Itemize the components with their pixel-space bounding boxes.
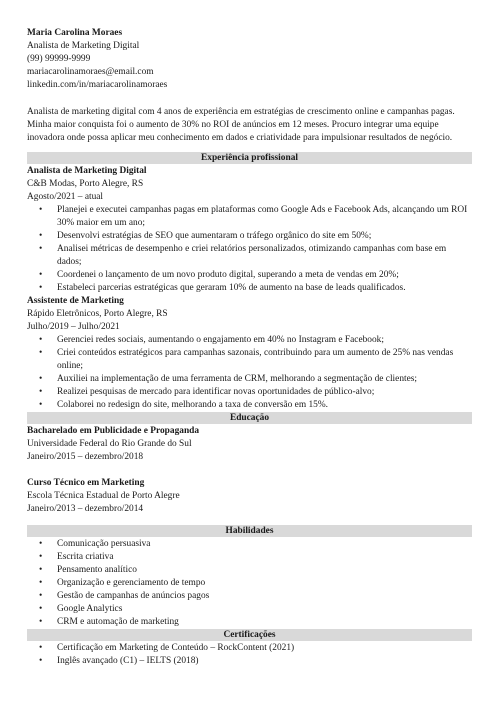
- skills-list: [27, 538, 472, 629]
- education-period: Janeiro/2015 – dezembro/2018: [27, 452, 144, 462]
- education-period: Janeiro/2013 – dezembro/2014: [27, 504, 144, 514]
- list-item: • Gestão de campanhas de anúncios pagos: [27, 590, 472, 603]
- job-role: Analista de Marketing Digital: [27, 166, 147, 176]
- education-course: Bacharelado em Publicidade e Propaganda: [27, 426, 200, 436]
- job-achievements: [27, 334, 472, 412]
- job-role: Assistente de Marketing: [27, 296, 124, 306]
- list-item: • Planejei e executei campanhas pagas em plataformas como Google Ads e Facebook Ads, alcançando um ROI 30% maior em um ano;: [27, 204, 472, 230]
- section-heading-experience: Experiência profissional: [27, 152, 472, 164]
- certifications-list: [27, 642, 472, 668]
- candidate-name: Maria Carolina Moraes: [27, 28, 123, 38]
- section-heading-education: Educação: [27, 412, 472, 424]
- job-company: Rápido Eletrônicos, Porto Alegre, RS: [27, 309, 168, 319]
- candidate-title: Analista de Marketing Digital: [27, 41, 140, 51]
- education-course: Curso Técnico em Marketing: [27, 478, 145, 488]
- list-item: • Colaborei no redesign do site, melhorando a taxa de conversão em 15%.: [27, 399, 472, 412]
- education-entry: [27, 477, 472, 516]
- job-period: Agosto/2021 – atual: [27, 192, 104, 202]
- job-entry: [27, 295, 472, 412]
- job-entry: [27, 165, 472, 295]
- list-item: • Certificação em Marketing de Conteúdo – RockContent (2021): [27, 642, 472, 655]
- list-item: • Auxiliei na implementação de uma ferramenta de CRM, melhorando a segmentação de clientes;: [27, 373, 472, 386]
- education-school: Universidade Federal do Rio Grande do Sul: [27, 439, 192, 449]
- list-item: • Gerenciei redes sociais, aumentando o engajamento em 40% no Instagram e Facebook;: [27, 334, 472, 347]
- list-item: • Coordenei o lançamento de um novo produto digital, superando a meta de vendas em 20%;: [27, 269, 472, 282]
- list-item: • Inglês avançado (C1) – IELTS (2018): [27, 655, 472, 668]
- job-period: Julho/2019 – Julho/2021: [27, 322, 120, 332]
- education-entry: [27, 425, 472, 464]
- email-address: mariacarolinamoraes@email.com: [27, 67, 154, 77]
- list-item: • Comunicação persuasiva: [27, 538, 472, 551]
- professional-summary: Analista de marketing digital com 4 anos de experiência em estratégias de crescimento online e campanhas pagas. Minha maior conquista foi o aumento de 30% no ROI de anúncios em 12 meses. Procuro integrar uma equipe inovadora onde possa aplicar meu conhecimento em dados e criatividade para impulsionar resultados de negócio.: [27, 107, 455, 143]
- list-item: • Analisei métricas de desempenho e criei relatórios personalizados, otimizando campanhas com base em dados;: [27, 243, 472, 269]
- list-item: • Desenvolvi estratégias de SEO que aumentaram o tráfego orgânico do site em 50%;: [27, 230, 472, 243]
- list-item: • CRM e automação de marketing: [27, 616, 472, 629]
- list-item: • Estabeleci parcerias estratégicas que geraram 10% de aumento na base de leads qualificados.: [27, 282, 472, 295]
- list-item: • Pensamento analítico: [27, 564, 472, 577]
- list-item: • Criei conteúdos estratégicos para campanhas sazonais, contribuindo para um aumento de 25% nas vendas online;: [27, 347, 472, 373]
- contact-block: [27, 27, 472, 92]
- section-heading-skills: Habilidades: [27, 525, 472, 537]
- list-item: • Organização e gerenciamento de tempo: [27, 577, 472, 590]
- list-item: • Realizei pesquisas de mercado para identificar novas oportunidades de público-alvo;: [27, 386, 472, 399]
- list-item: • Escrita criativa: [27, 551, 472, 564]
- education-school: Escola Técnica Estadual de Porto Alegre: [27, 491, 180, 501]
- job-company: C&B Modas, Porto Alegre, RS: [27, 179, 144, 189]
- linkedin-url: linkedin.com/in/mariacarolinamoraes: [27, 80, 168, 90]
- section-heading-certifications: Certificações: [27, 629, 472, 641]
- phone-number: (99) 99999-9999: [27, 54, 91, 64]
- list-item: • Google Analytics: [27, 603, 472, 616]
- job-achievements: [27, 204, 472, 295]
